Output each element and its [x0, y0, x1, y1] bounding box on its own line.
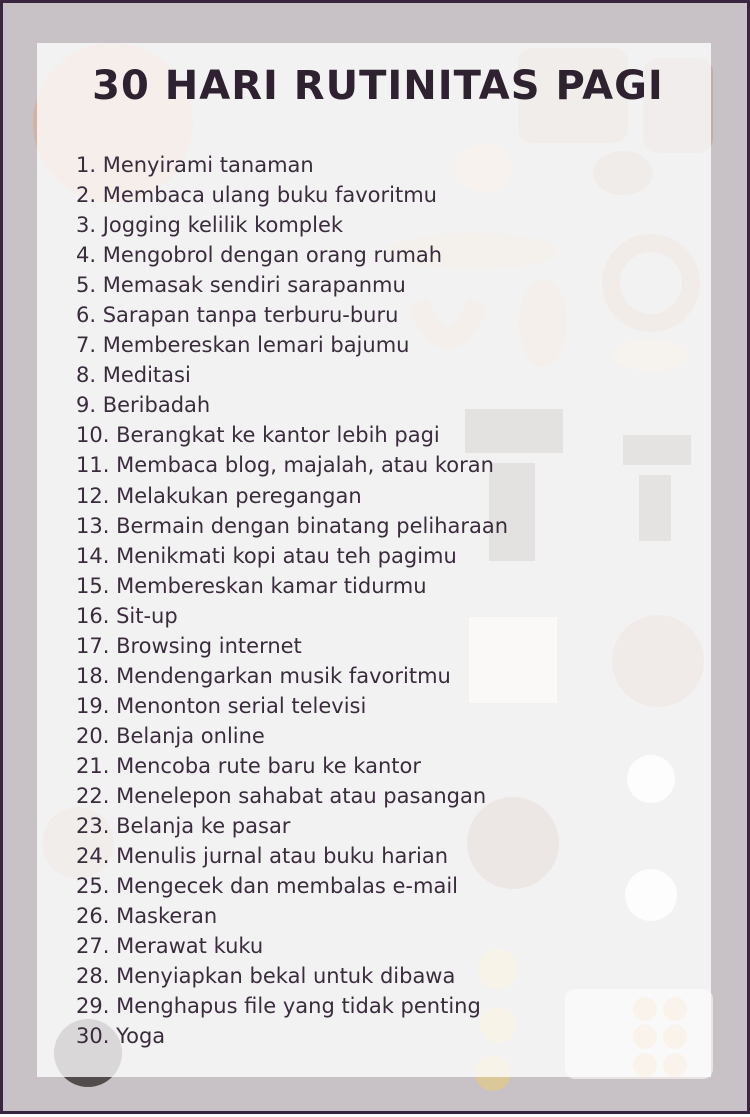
list-item: 22. Menelepon sahabat atau pasangan: [76, 783, 487, 808]
list-item: 1. Menyirami tanaman: [76, 153, 314, 177]
list-item: 18. Mendengarkan musik favoritmu: [76, 663, 451, 688]
list-item: 8. Meditasi: [76, 363, 191, 388]
list-item: 23. Belanja ke pasar: [76, 814, 291, 839]
list-item: 10. Berangkat ke kantor lebih pagi: [76, 423, 440, 448]
list-item: 11. Membaca blog, majalah, atau koran: [76, 453, 494, 478]
list-item: 24. Menulis jurnal atau buku harian: [76, 844, 449, 869]
list-item: 15. Membereskan kamar tidurmu: [76, 573, 427, 598]
poster-title: 30 HARI RUTINITAS PAGI: [92, 63, 664, 109]
list-item: 26. Maskeran: [76, 904, 218, 929]
list-item: 30. Yoga: [76, 1024, 166, 1049]
routine-list: [76, 150, 508, 1051]
list-item: 29. Menghapus file yang tidak penting: [76, 994, 481, 1019]
list-item: 3. Jogging kelilik komplek: [76, 213, 344, 238]
list-item: 19. Menonton serial televisi: [76, 693, 367, 718]
list-item: 13. Bermain dengan binatang peliharaan: [76, 513, 509, 538]
list-item: 12. Melakukan peregangan: [76, 483, 362, 508]
list-item: 16. Sit-up: [76, 603, 178, 628]
list-item: 6. Sarapan tanpa terburu-buru: [76, 303, 399, 328]
list-item: 7. Membereskan lemari bajumu: [76, 333, 410, 358]
list-item: 14. Menikmati kopi atau teh pagimu: [76, 543, 457, 568]
list-item: 21. Mencoba rute baru ke kantor: [76, 753, 421, 778]
list-item: 27. Merawat kuku: [76, 934, 264, 959]
list-item: 28. Menyiapkan bekal untuk dibawa: [76, 964, 456, 989]
list-item: 20. Belanja online: [76, 723, 265, 748]
list-item: 9. Beribadah: [76, 393, 211, 418]
list-item: 17. Browsing internet: [76, 633, 302, 658]
list-item: 2. Membaca ulang buku favoritmu: [76, 183, 437, 208]
list-item: 25. Mengecek dan membalas e-mail: [76, 874, 458, 899]
list-item: 4. Mengobrol dengan orang rumah: [76, 243, 443, 268]
list-item: 5. Memasak sendiri sarapanmu: [76, 273, 406, 298]
